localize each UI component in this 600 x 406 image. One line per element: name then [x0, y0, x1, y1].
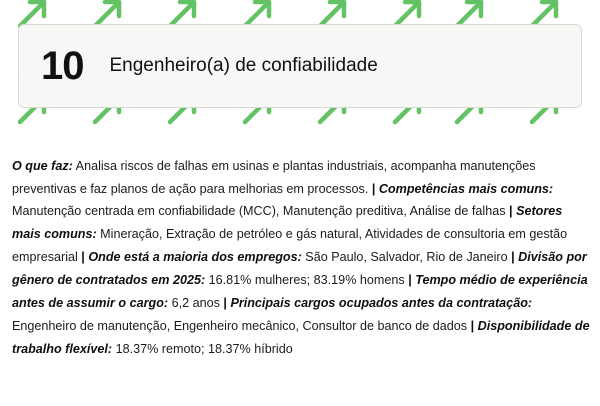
detail-separator: | — [467, 318, 478, 333]
detail-label: Principais cargos ocupados antes da contratação: — [230, 296, 533, 311]
detail-separator: | — [219, 296, 231, 311]
detail-label: Setores mais comuns: — [12, 204, 563, 242]
rank-number: 10 — [41, 44, 84, 88]
detail-label: Divisão por gênero de contratados em 2025: — [12, 250, 587, 288]
detail-value: 16.81% mulheres; 83.19% homens — [205, 273, 405, 288]
detail-value: São Paulo, Salvador, Rio de Janeiro — [301, 250, 508, 265]
detail-separator: | — [507, 250, 519, 265]
detail-label: Competências mais comuns: — [378, 181, 554, 196]
header-band — [0, 0, 600, 134]
detail-separator: | — [77, 250, 89, 265]
detail-separator: | — [505, 204, 517, 219]
detail-separator: | — [404, 273, 416, 288]
detail-value: Mineração, Extração de petróleo e gás natural, Atividades de consultoria em gestão empresarial — [12, 227, 568, 265]
detail-value: 6,2 anos — [168, 296, 220, 311]
detail-value: 18.37% remoto; 18.37% híbrido — [112, 341, 293, 356]
detail-label: Onde está a maioria dos empregos: — [88, 250, 302, 265]
title-card — [18, 24, 582, 108]
page-title: Engenheiro(a) de confiabilidade — [109, 54, 378, 76]
details-section — [12, 142, 592, 373]
detail-value: Manutenção centrada em confiabilidade (MCC), Manutenção preditiva, Análise de falhas — [12, 204, 506, 219]
detail-value: Engenheiro de manutenção, Engenheiro mecânico, Consultor de banco de dados — [12, 318, 468, 333]
detail-value: Analisa riscos de falhas em usinas e plantas industriais, acompanha manutenções preventivas e faz planos de ação para melhorias em processos. — [12, 158, 536, 196]
detail-label: Tempo médio de experiência antes de assumir o cargo: — [12, 273, 588, 311]
detail-label: Disponibilidade de trabalho flexível: — [12, 318, 590, 356]
details-paragraph — [12, 155, 592, 361]
detail-label: O que faz: — [12, 158, 73, 173]
detail-separator: | — [368, 181, 379, 196]
